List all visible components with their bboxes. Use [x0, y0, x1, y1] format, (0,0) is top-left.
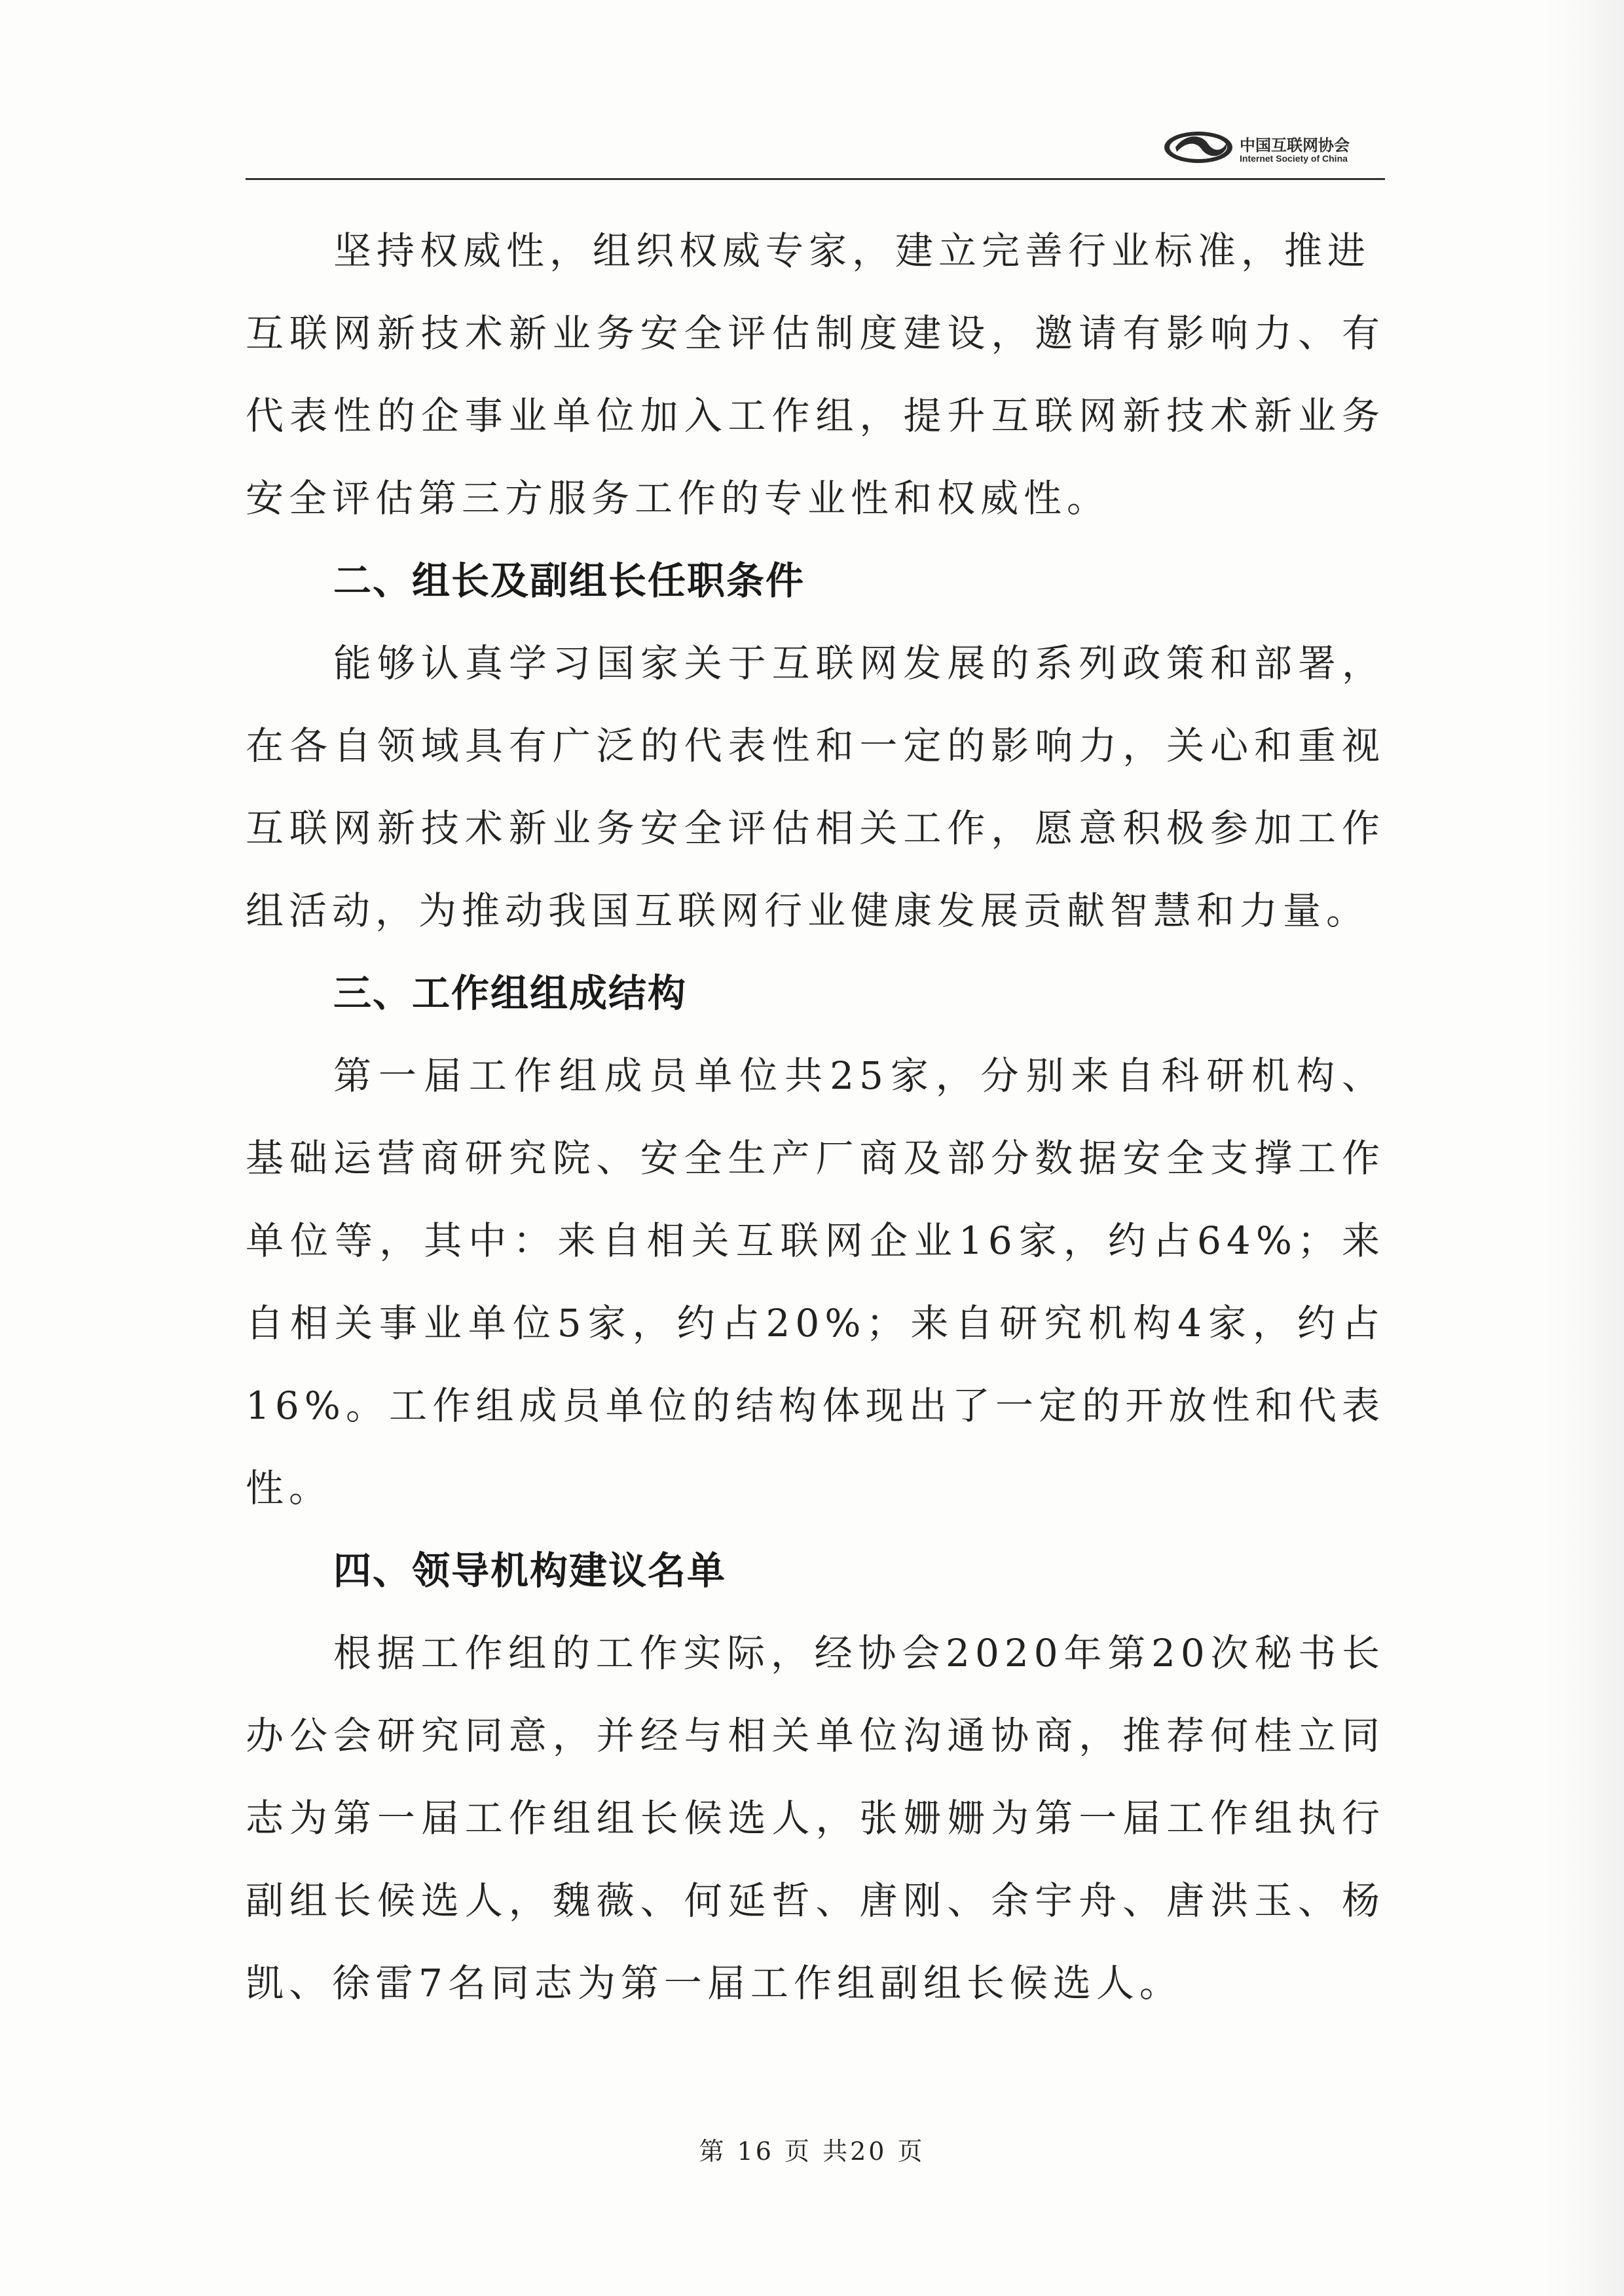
logo-text-en: Internet Society of China: [1240, 153, 1348, 164]
intro-paragraph: 互联网新技术新业务安全评估制度建设，邀请有影响力、有代表性的企事业单位加入工作组，提升互联网新技术新业务安全评估第三方服务工作的专业性和权威性。: [246, 311, 1385, 520]
section-heading-4: 四、领导机构建议名单: [333, 1548, 727, 1593]
logo-text-cn: 中国互联网协会: [1240, 136, 1350, 155]
section-heading-3: 三、工作组组成结构: [333, 971, 688, 1015]
section-paragraph-2: 能够认真学习国家关于互联网发展的系列政策和部署，在各自领域具有广泛的代表性和一定的影响力，关心和重视互联网新技术新业务安全评估相关工作，愿意积极参加工作组活动，为推动我国互联网行业健康发展贡献智慧和力量。: [246, 641, 1385, 933]
page-number: 第 16 页 共20 页: [699, 2137, 925, 2166]
isc-logo-icon: [1162, 130, 1234, 165]
page-header: [246, 118, 1385, 183]
intro-lead-paragraph: 坚持权威性，组织权威专家，建立完善行业标准，推进: [333, 228, 1371, 273]
document-body: [246, 210, 1385, 2024]
section-paragraph-4: 根据工作组的工作实际，经协会2020年第20次秘书长办公会研究同意，并经与相关单位沟通协商，推荐何桂立同志为第一届工作组组长候选人，张姗姗为第一届工作组执行副组长候选人，魏薇、何延哲、唐刚、余宇舟、唐洪玉、杨凯、徐雷7名同志为第一届工作组副组长候选人。: [246, 1631, 1385, 2005]
header-divider: [246, 178, 1385, 180]
section-heading-2: 二、组长及副组长任职条件: [333, 558, 805, 603]
scan-shadow: [1545, 0, 1624, 2296]
isc-logo: [1162, 124, 1385, 170]
section-paragraph-3: 第一届工作组成员单位共25家，分别来自科研机构、基础运营商研究院、安全生产厂商及部分数据安全支撑工作单位等，其中：来自相关互联网企业16家，约占64%；来自相关事业单位5家，约占20%；来自研究机构4家，约占16%。工作组成员单位的结构体现出了一定的开放性和代表性。: [246, 1053, 1385, 1510]
